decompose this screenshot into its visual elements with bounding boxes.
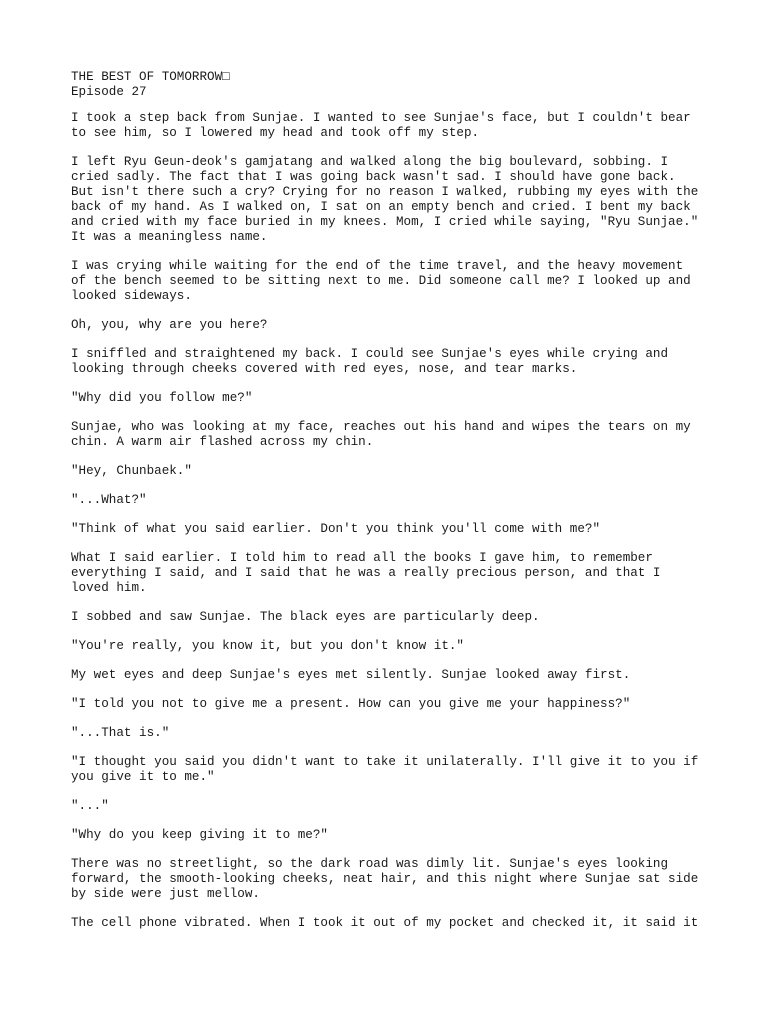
paragraph: My wet eyes and deep Sunjae's eyes met silently. Sunjae looked away first. [71,668,631,682]
paragraph: "Hey, Chunbaek." [71,464,192,478]
paragraph: "Why did you follow me?" [71,391,253,405]
paragraph: I sniffled and straightened my back. I could see Sunjae's eyes while crying and looking through cheeks covered with red eyes, nose, and tear marks. [71,347,669,376]
paragraph: "I told you not to give me a present. How can you give me your happiness?" [71,697,631,711]
title-block [71,70,711,100]
document-page [71,70,711,945]
paragraph: There was no streetlight, so the dark road was dimly lit. Sunjae's eyes looking forward, the smooth-looking cheeks, neat hair, and this night where Sunjae sat side by side were just mellow. [71,857,699,901]
paragraph: "..." [71,799,109,813]
paragraph: Oh, you, why are you here? [71,318,268,332]
paragraph: I sobbed and saw Sunjae. The black eyes are particularly deep. [71,610,540,624]
paragraph: "Why do you keep giving it to me?" [71,828,328,842]
paragraph: The cell phone vibrated. When I took it out of my pocket and checked it, it said it [71,916,699,930]
paragraph: I took a step back from Sunjae. I wanted to see Sunjae's face, but I couldn't bear to see him, so I lowered my head and took off my step. [71,111,691,140]
episode-label: Episode 27 [71,85,147,99]
paragraph: I was crying while waiting for the end of the time travel, and the heavy movement of the bench seemed to be sitting next to me. Did someone call me? I looked up and looked sideways. [71,259,691,303]
paragraph: "I thought you said you didn't want to take it unilaterally. I'll give it to you if you give it to me." [71,755,699,784]
paragraph: "...What?" [71,493,147,507]
paragraph: "Think of what you said earlier. Don't you think you'll come with me?" [71,522,601,536]
document-title: THE BEST OF TOMORROW□ [71,70,230,84]
paragraph: "You're really, you know it, but you don't know it." [71,639,464,653]
paragraph: Sunjae, who was looking at my face, reaches out his hand and wipes the tears on my chin. A warm air flashed across my chin. [71,420,691,449]
paragraph: What I said earlier. I told him to read all the books I gave him, to remember everything I said, and I said that he was a really precious person, and that I loved him. [71,551,661,595]
paragraph: "...That is." [71,726,170,740]
paragraph: I left Ryu Geun-deok's gamjatang and walked along the big boulevard, sobbing. I cried sadly. The fact that I was going back wasn't sad. I should have gone back. But isn't there such a cry? Crying for no reason I walked, rubbing my eyes with the back of my hand. As I walked on, I sat on an empty bench and cried. I bent my back and cried with my face buried in my knees. Mom, I cried while saying, "Ryu Sunjae." It was a meaningless name. [71,155,699,244]
